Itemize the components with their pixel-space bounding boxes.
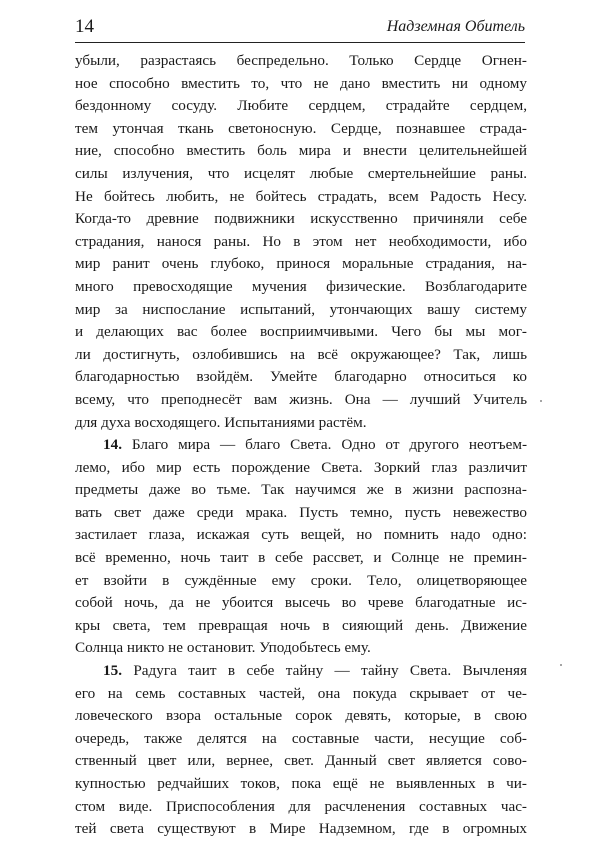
section-14-first-line bbox=[75, 434, 527, 457]
text-line: всё временно, ночь таит в себе рассвет, и Солнце не премин- bbox=[75, 549, 527, 567]
text-line: мир за ниспослание испытаний, утончающих вашу систему bbox=[75, 300, 527, 318]
section-14 bbox=[75, 434, 527, 660]
body-text bbox=[75, 50, 527, 841]
text-line: ли достигнуть, озлобившись на всё окружающее? Так, лишь bbox=[75, 345, 527, 363]
running-title: Надземная Обитель bbox=[386, 18, 525, 35]
text-line: вать свет даже среди мрака. Пусть темно, пусть невежество bbox=[75, 503, 527, 521]
header-rule bbox=[75, 42, 525, 43]
text-line: мир ранит очень глубоко, принося моральные страдания, на- bbox=[75, 255, 527, 273]
text-line: убыли, разрастаясь беспредельно. Только Сердце Огнен- bbox=[75, 52, 527, 69]
text-line: застилает глаза, искажая суть вещей, но помнить надо одно: bbox=[75, 526, 527, 544]
section-14-first-text: Благо мира — благо Света. Одно от другого неотъем- bbox=[131, 436, 528, 454]
paragraph-continuation bbox=[75, 50, 527, 434]
text-line: бездонному сосуду. Любите сердцем, страдайте сердцем, bbox=[75, 97, 527, 115]
text-line: предметы даже во тьме. Так научимся же в жизни распозна- bbox=[75, 481, 527, 499]
text-line: тем утончая ткань светоносную. Сердце, познавшее страда- bbox=[75, 119, 527, 137]
text-line: Когда-то древние подвижники искусственно причиняли себе bbox=[75, 210, 527, 228]
text-line: собой ночь, да не убоится высечь во чреве благодатные ис- bbox=[75, 594, 527, 612]
section-15-first-text: Радуга таит в себе тайну — тайну Света. Вычленяя bbox=[133, 662, 527, 680]
text-line: кры света, тем превращая ночь в сияющий день. Движение bbox=[75, 616, 527, 634]
section-15-first-line bbox=[75, 660, 527, 683]
text-line: и делающих вас более восприимчивыми. Чего бы мы мог- bbox=[75, 323, 527, 341]
text-line: лемо, ибо мир есть порождение Света. Зоркий глаз различит bbox=[75, 458, 527, 476]
text-line: ловеческого взора остальные сорок девять, которые, в свою bbox=[75, 707, 527, 725]
text-line: ственный цвет или, вернее, свет. Данный свет является сово- bbox=[75, 752, 527, 770]
text-line: всему, что преподнесёт вам жизнь. Она — лучший Учитель bbox=[75, 390, 527, 408]
text-line: силы излучения, что исцелят любые смертельнейшие раны. bbox=[75, 164, 527, 182]
page-header bbox=[75, 14, 525, 44]
text-line: очередь, также делятся на составные части, несущие соб- bbox=[75, 729, 527, 747]
page-number: 14 bbox=[75, 16, 94, 37]
text-line: для духа восходящего. Испытаниями растём. bbox=[75, 413, 367, 431]
text-line: Не бойтесь любить, не бойтесь страдать, всем Радость Несу. bbox=[75, 187, 527, 205]
section-15-number: 15. bbox=[103, 662, 122, 680]
text-line: ние, способно вместить боль мира и внести целительнейшей bbox=[75, 142, 527, 160]
section-15 bbox=[75, 660, 527, 841]
scan-speck bbox=[560, 664, 562, 666]
text-line: купностью редчайших токов, пока ещё не выявленных в чи- bbox=[75, 775, 527, 792]
text-line: Солнца никто не остановит. Уподобьтесь ему. bbox=[75, 639, 371, 657]
section-14-number: 14. bbox=[103, 436, 122, 454]
text-line: много превосходящие мучения физические. Возблагодарите bbox=[75, 277, 527, 295]
text-line: ет взойти в суждённые ему сроки. Тело, олицетворяющее bbox=[75, 571, 527, 589]
text-line: благодарностью взойдём. Умейте благодарно относиться ко bbox=[75, 368, 527, 386]
text-line: его на семь составных частей, она покуда скрывает от че- bbox=[75, 684, 527, 702]
text-line: стом виде. Приспособления для расчленения составных час- bbox=[75, 797, 527, 815]
scan-speck bbox=[540, 400, 542, 402]
text-line: страдания, нанося раны. Но в этом нет необходимости, ибо bbox=[75, 232, 527, 250]
text-line: тей света существуют в Мире Надземном, где в огромных bbox=[75, 820, 527, 838]
text-line: ное способно вместить то, что не дано вместить ни одному bbox=[75, 74, 527, 92]
